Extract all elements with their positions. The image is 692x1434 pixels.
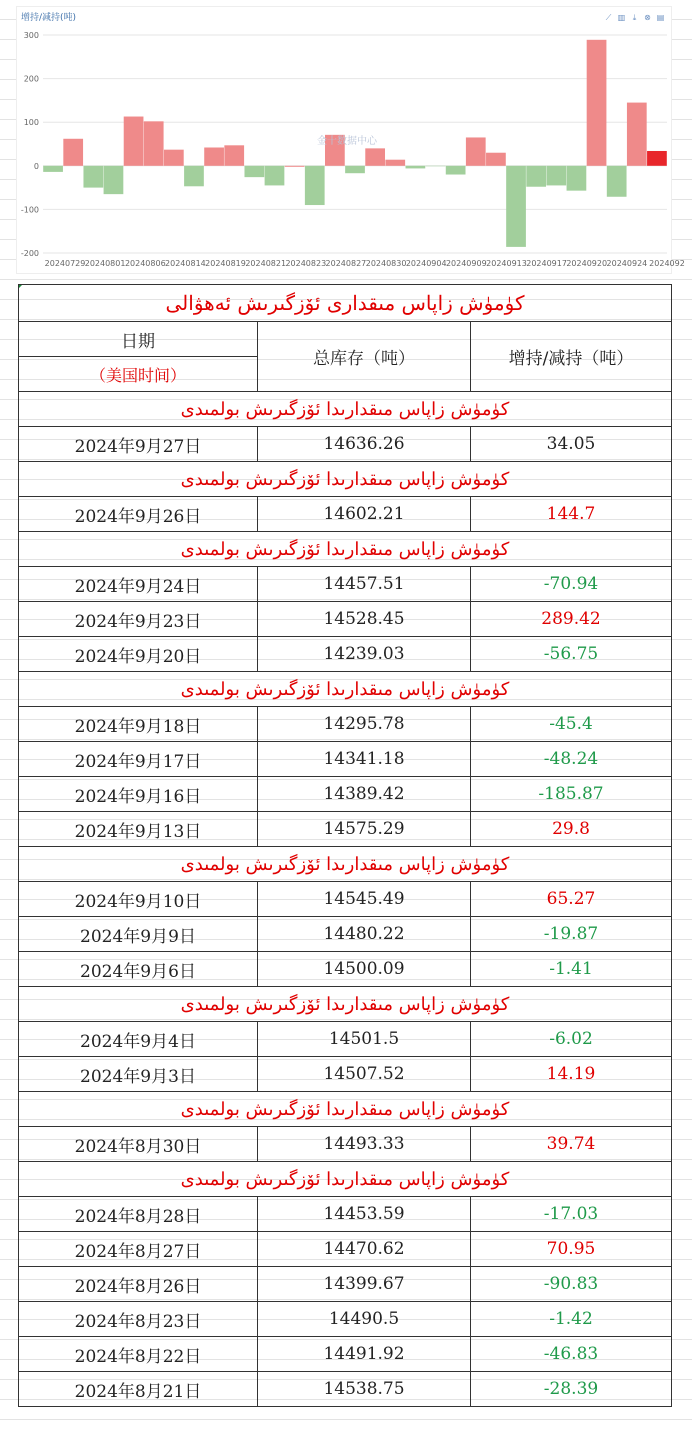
group-row bbox=[19, 987, 672, 1022]
table-row bbox=[19, 567, 672, 602]
group-title: كۈمۈش زاپاس مىقدارىدا ئۆزگىرىش بولمىدى bbox=[19, 987, 672, 1022]
x-tick-label: 20240814 bbox=[165, 259, 206, 268]
date-cell: 2024年8月26日 bbox=[19, 1267, 258, 1302]
date-cell: 2024年9月3日 bbox=[19, 1057, 258, 1092]
table-row bbox=[19, 497, 672, 532]
y-tick-label: 300 bbox=[23, 31, 39, 40]
date-cell: 2024年9月10日 bbox=[19, 882, 258, 917]
date-cell: 2024年8月23日 bbox=[19, 1302, 258, 1337]
date-cell: 2024年9月6日 bbox=[19, 952, 258, 987]
date-cell: 2024年8月27日 bbox=[19, 1232, 258, 1267]
x-tick-label: 20240909 bbox=[445, 259, 487, 268]
table-row bbox=[19, 1127, 672, 1162]
bar bbox=[647, 151, 667, 166]
change-cell: 65.27 bbox=[471, 882, 672, 917]
bar bbox=[546, 166, 566, 186]
group-title: كۈمۈش زاپاس مىقدارىدا ئۆزگىرىش بولمىدى bbox=[19, 392, 672, 427]
date-cell: 2024年9月27日 bbox=[19, 427, 258, 462]
document-icon[interactable]: ▤ bbox=[656, 13, 665, 22]
group-title: كۈمۈش زاپاس مىقدارىدا ئۆزگىرىش بولمىدى bbox=[19, 462, 672, 497]
change-cell: -48.24 bbox=[471, 742, 672, 777]
table-row bbox=[19, 707, 672, 742]
change-cell: 14.19 bbox=[471, 1057, 672, 1092]
header-row bbox=[19, 322, 672, 357]
y-tick-label: 0 bbox=[33, 161, 39, 171]
change-cell: -6.02 bbox=[471, 1022, 672, 1057]
table-row bbox=[19, 742, 672, 777]
table-row bbox=[19, 1267, 672, 1302]
x-tick-label: 20240827 bbox=[325, 259, 367, 268]
group-title: كۈمۈش زاپاس مىقدارىدا ئۆزگىرىش بولمىدى bbox=[19, 1162, 672, 1197]
table-row bbox=[19, 1197, 672, 1232]
x-tick-label: 20240729 bbox=[44, 259, 86, 268]
total-cell: 14399.67 bbox=[258, 1267, 471, 1302]
change-cell: 289.42 bbox=[471, 602, 672, 637]
group-row bbox=[19, 392, 672, 427]
x-tick-label: 20240830 bbox=[365, 259, 407, 268]
group-row bbox=[19, 1162, 672, 1197]
x-tick-label: 20240819 bbox=[205, 259, 246, 268]
date-cell: 2024年9月13日 bbox=[19, 812, 258, 847]
bar bbox=[285, 166, 305, 167]
bar bbox=[486, 153, 506, 166]
date-cell: 2024年9月20日 bbox=[19, 637, 258, 672]
table-row bbox=[19, 1372, 672, 1407]
group-row bbox=[19, 847, 672, 882]
group-row bbox=[19, 532, 672, 567]
bar bbox=[265, 166, 285, 186]
bar bbox=[224, 145, 244, 165]
total-cell: 14453.59 bbox=[258, 1197, 471, 1232]
x-tick-label: 20240913 bbox=[486, 259, 527, 268]
x-tick-label: 20240924 bbox=[606, 259, 648, 268]
total-cell: 14501.5 bbox=[258, 1022, 471, 1057]
bar bbox=[63, 139, 83, 166]
date-cell: 2024年9月17日 bbox=[19, 742, 258, 777]
date-cell: 2024年8月30日 bbox=[19, 1127, 258, 1162]
header-date-sub: （美国时间） bbox=[19, 357, 258, 392]
y-tick-label: -200 bbox=[20, 249, 39, 258]
table-row bbox=[19, 917, 672, 952]
date-cell: 2024年9月4日 bbox=[19, 1022, 258, 1057]
total-cell: 14470.62 bbox=[258, 1232, 471, 1267]
y-tick-label: 200 bbox=[23, 74, 39, 84]
change-cell: 39.74 bbox=[471, 1127, 672, 1162]
bar bbox=[406, 166, 426, 169]
bar bbox=[164, 150, 184, 166]
chart-title: 增持/减持(吨) bbox=[21, 13, 77, 23]
table-row bbox=[19, 882, 672, 917]
header-total: 总库存（吨） bbox=[258, 322, 471, 392]
table-row bbox=[19, 952, 672, 987]
group-row bbox=[19, 672, 672, 707]
bar bbox=[204, 147, 224, 165]
date-cell: 2024年9月18日 bbox=[19, 707, 258, 742]
bar bbox=[124, 117, 144, 166]
group-title: كۈمۈش زاپاس مىقدارىدا ئۆزگىرىش بولمىدى bbox=[19, 1092, 672, 1127]
date-cell: 2024年8月22日 bbox=[19, 1337, 258, 1372]
x-tick-label: 20240821 bbox=[245, 259, 287, 268]
date-cell: 2024年9月26日 bbox=[19, 497, 258, 532]
change-cell: -19.87 bbox=[471, 917, 672, 952]
change-cell: 144.7 bbox=[471, 497, 672, 532]
chart-watermark: 金十数据中心 bbox=[317, 136, 377, 147]
bar bbox=[365, 148, 385, 165]
table-row bbox=[19, 1057, 672, 1092]
bar bbox=[526, 166, 546, 187]
change-cell: -70.94 bbox=[471, 567, 672, 602]
x-tick-label: 20240904 bbox=[405, 259, 447, 268]
total-cell: 14389.42 bbox=[258, 777, 471, 812]
bar bbox=[385, 160, 405, 166]
change-cell: -56.75 bbox=[471, 637, 672, 672]
total-cell: 14636.26 bbox=[258, 427, 471, 462]
total-cell: 14602.21 bbox=[258, 497, 471, 532]
change-cell: -17.03 bbox=[471, 1197, 672, 1232]
total-cell: 14528.45 bbox=[258, 602, 471, 637]
total-cell: 14507.52 bbox=[258, 1057, 471, 1092]
x-tick-label: 20240801 bbox=[84, 259, 126, 268]
date-cell: 2024年9月24日 bbox=[19, 567, 258, 602]
silver-reserve-table bbox=[18, 284, 672, 1407]
bar bbox=[607, 166, 627, 197]
bar bbox=[244, 166, 264, 177]
download-icon[interactable]: ⤓ bbox=[632, 12, 637, 22]
change-cell: -1.41 bbox=[471, 952, 672, 987]
change-cell: 70.95 bbox=[471, 1232, 672, 1267]
bar bbox=[83, 166, 103, 188]
header-date: 日期 bbox=[19, 322, 258, 357]
change-cell: 34.05 bbox=[471, 427, 672, 462]
group-row bbox=[19, 462, 672, 497]
total-cell: 14295.78 bbox=[258, 707, 471, 742]
total-cell: 14490.5 bbox=[258, 1302, 471, 1337]
group-row bbox=[19, 1092, 672, 1127]
change-cell: -90.83 bbox=[471, 1267, 672, 1302]
table-row bbox=[19, 1232, 672, 1267]
x-tick-label: 20240920 bbox=[566, 259, 608, 268]
total-cell: 14545.49 bbox=[258, 882, 471, 917]
change-cell: -185.87 bbox=[471, 777, 672, 812]
group-title: كۈمۈش زاپاس مىقدارىدا ئۆزگىرىش بولمىدى bbox=[19, 847, 672, 882]
change-cell: -28.39 bbox=[471, 1372, 672, 1407]
bar bbox=[587, 40, 607, 166]
bar bbox=[567, 166, 587, 191]
close-icon[interactable]: ⊗ bbox=[644, 13, 651, 22]
x-tick-label: 20240917 bbox=[526, 259, 567, 268]
y-tick-label: -100 bbox=[20, 205, 39, 215]
group-title: كۈمۈش زاپاس مىقدارىدا ئۆزگىرىش بولمىدى bbox=[19, 532, 672, 567]
bar bbox=[104, 166, 124, 194]
bar bbox=[144, 121, 164, 165]
bar bbox=[184, 166, 204, 186]
bar bbox=[506, 166, 526, 247]
table-row bbox=[19, 1022, 672, 1057]
table-row bbox=[19, 1302, 672, 1337]
table-row bbox=[19, 1337, 672, 1372]
date-cell: 2024年8月21日 bbox=[19, 1372, 258, 1407]
total-cell: 14239.03 bbox=[258, 637, 471, 672]
table-row bbox=[19, 812, 672, 847]
x-tick-label: 2024092 bbox=[649, 259, 685, 268]
date-cell: 2024年9月23日 bbox=[19, 602, 258, 637]
x-tick-label: 20240806 bbox=[124, 259, 166, 268]
bar bbox=[466, 137, 486, 165]
table-row bbox=[19, 602, 672, 637]
x-tick-label: 20240823 bbox=[285, 259, 327, 268]
title-row bbox=[19, 285, 672, 322]
line-chart-icon[interactable]: ⟋ bbox=[605, 12, 612, 22]
total-cell: 14341.18 bbox=[258, 742, 471, 777]
change-cell: -46.83 bbox=[471, 1337, 672, 1372]
date-cell: 2024年9月9日 bbox=[19, 917, 258, 952]
group-title: كۈمۈش زاپاس مىقدارىدا ئۆزگىرىش بولمىدى bbox=[19, 672, 672, 707]
table-row bbox=[19, 637, 672, 672]
total-cell: 14575.29 bbox=[258, 812, 471, 847]
chart-toolbar bbox=[604, 13, 665, 22]
table-title: كۈمۈش زاپاس مىقدارى ئۆزگىرىش ئەھۋالى bbox=[19, 285, 672, 322]
table-row bbox=[19, 427, 672, 462]
bar-chart-icon[interactable]: ▥ bbox=[617, 13, 626, 22]
chart-panel bbox=[16, 6, 685, 274]
total-cell: 14493.33 bbox=[258, 1127, 471, 1162]
bar bbox=[345, 166, 365, 173]
bar bbox=[43, 166, 63, 172]
total-cell: 14457.51 bbox=[258, 567, 471, 602]
bar bbox=[305, 166, 325, 205]
bar-chart bbox=[17, 7, 685, 273]
change-cell: 29.8 bbox=[471, 812, 672, 847]
total-cell: 14480.22 bbox=[258, 917, 471, 952]
change-cell: -1.42 bbox=[471, 1302, 672, 1337]
y-tick-label: 100 bbox=[23, 118, 39, 128]
total-cell: 14491.92 bbox=[258, 1337, 471, 1372]
change-cell: -45.4 bbox=[471, 707, 672, 742]
total-cell: 14538.75 bbox=[258, 1372, 471, 1407]
header-change: 增持/减持（吨） bbox=[471, 322, 672, 392]
date-cell: 2024年8月28日 bbox=[19, 1197, 258, 1232]
bar bbox=[446, 166, 466, 175]
date-cell: 2024年9月16日 bbox=[19, 777, 258, 812]
bar bbox=[627, 103, 647, 166]
table-row bbox=[19, 777, 672, 812]
total-cell: 14500.09 bbox=[258, 952, 471, 987]
